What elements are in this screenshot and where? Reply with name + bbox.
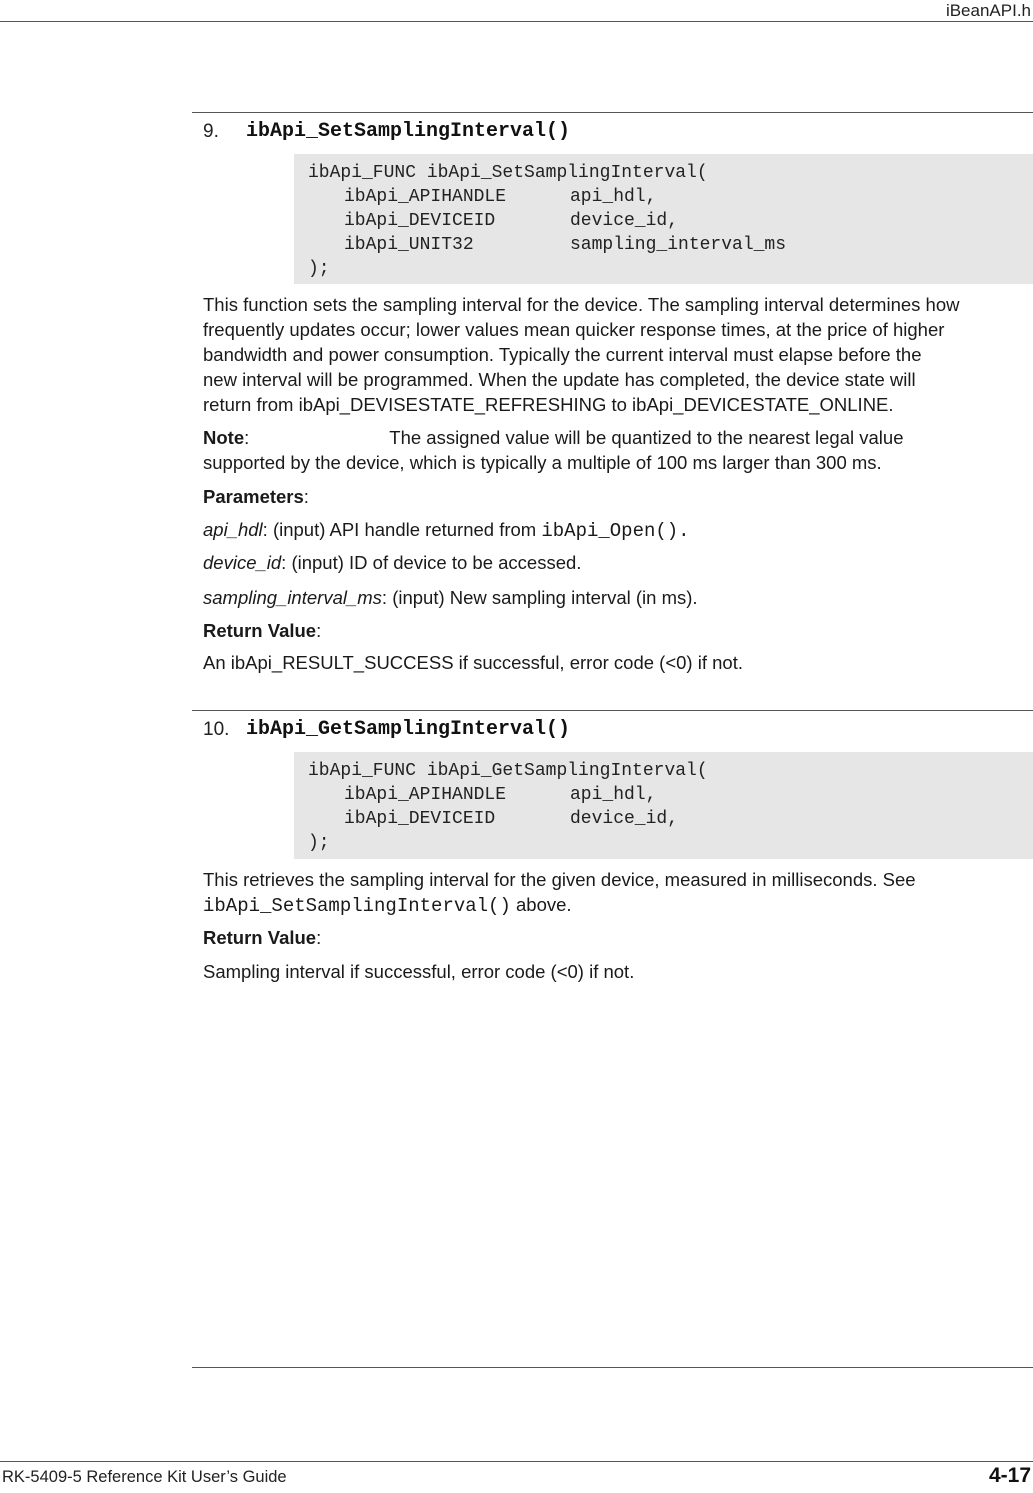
code-param-line: ibApi_APIHANDLE api_hdl, bbox=[344, 785, 657, 805]
section-9-return-heading: Return Value: bbox=[203, 620, 322, 641]
section-10-function-name: ibApi_GetSamplingInterval() bbox=[246, 718, 571, 741]
section-10-code-block bbox=[294, 752, 1033, 859]
section-10-rule bbox=[192, 710, 1033, 711]
section-9-number: 9. bbox=[203, 121, 219, 142]
section-9-rule bbox=[192, 112, 1033, 113]
header-rule bbox=[0, 21, 1033, 22]
parameters-heading: Parameters: bbox=[203, 486, 309, 507]
code-param-line: ibApi_APIHANDLE api_hdl, bbox=[344, 187, 657, 207]
section-10-return-text: Sampling interval if successful, error code (<0) if not. bbox=[203, 961, 635, 982]
code-close-line: ); bbox=[308, 259, 330, 279]
section-10-description: This retrieves the sampling interval for the given device, measured in milliseconds. See ibApi_SetSamplingInterval() above. bbox=[203, 869, 916, 917]
running-header-title: iBeanAPI.h bbox=[945, 1, 1031, 20]
param-sampling-interval: sampling_interval_ms: (input) New sampling interval (in ms). bbox=[203, 587, 698, 608]
code-signature-line: ibApi_FUNC ibApi_SetSamplingInterval( bbox=[308, 163, 708, 183]
footer-guide-title: RK-5409-5 Reference Kit User’s Guide bbox=[2, 1468, 287, 1486]
note-label: Note bbox=[203, 427, 245, 448]
section-9-note: Note: The assigned value will be quantized to the nearest legal value supported by the device, which is typically a multiple of 100 ms larger than 300 ms. bbox=[203, 427, 904, 473]
code-signature-line: ibApi_FUNC ibApi_GetSamplingInterval( bbox=[308, 761, 708, 781]
section-9-description: This function sets the sampling interval for the device. The sampling interval determines how frequently updates occur; lower values mean quicker response times, at the price of higher bandwidth and power consumption. Typically the current interval must elapse before the new interval will be programmed. When the update has completed, the device state will return from ibApi_DEVISESTATE_REFRESHING to ibApi_DEVICESTATE_ONLINE. bbox=[203, 294, 960, 415]
code-param-line: ibApi_UNIT32 sampling_interval_ms bbox=[344, 235, 787, 255]
content-end-rule bbox=[192, 1367, 1033, 1368]
section-10-return-heading: Return Value: bbox=[203, 927, 322, 948]
section-9-function-name: ibApi_SetSamplingInterval() bbox=[246, 120, 571, 143]
section-10-number: 10. bbox=[203, 719, 230, 740]
param-api-hdl: api_hdl: (input) API handle returned from ibApi_Open(). bbox=[203, 519, 690, 542]
param-device-id: device_id: (input) ID of device to be accessed. bbox=[203, 552, 582, 573]
footer-rule bbox=[0, 1461, 1033, 1462]
section-9-code-block bbox=[294, 154, 1033, 284]
code-param-line: ibApi_DEVICEID device_id, bbox=[344, 211, 679, 231]
page-number: 4-17 bbox=[988, 1464, 1031, 1487]
section-9-return-text: An ibApi_RESULT_SUCCESS if successful, error code (<0) if not. bbox=[203, 652, 743, 673]
code-close-line: ); bbox=[308, 833, 330, 853]
code-param-line: ibApi_DEVICEID device_id, bbox=[344, 809, 679, 829]
